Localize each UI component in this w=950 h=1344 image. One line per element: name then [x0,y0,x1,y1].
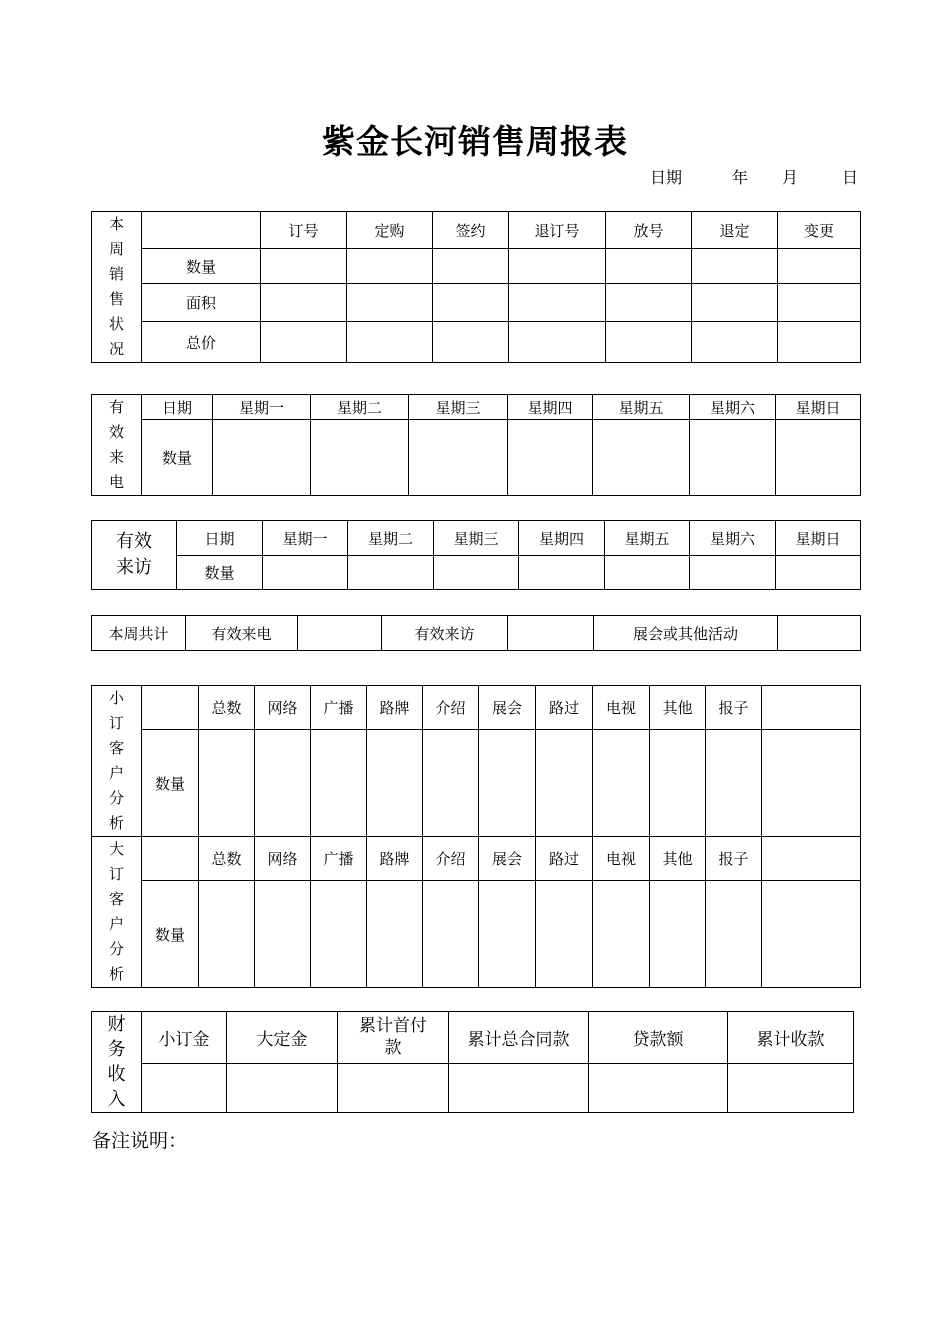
input-cell[interactable] [199,881,255,988]
customer-analysis-table [91,685,861,988]
input-cell[interactable] [650,730,706,837]
sales-row-label: 数量 [142,249,261,284]
weekday-header: 星期五 [593,395,690,420]
weekday-header: 星期四 [519,521,605,556]
input-cell[interactable] [433,249,509,284]
blank-cell [762,837,861,881]
input-cell[interactable] [338,1063,449,1113]
small-order-side-label: 小 订 客 户 分 析 [92,686,142,837]
calls-side-label: 有 效 来 电 [92,395,142,496]
weekday-header: 星期二 [348,521,434,556]
channel-header: 广播 [311,837,367,881]
blank-cell [762,686,861,730]
day-label: 日 [842,168,859,187]
input-cell[interactable] [227,1063,338,1113]
channel-header: 其他 [650,686,706,730]
small-qty-label: 数量 [142,730,199,837]
weekday-header: 星期六 [690,521,776,556]
input-cell[interactable] [706,881,762,988]
visits-date-label: 日期 [177,521,263,556]
totals-events-label: 展会或其他活动 [594,616,778,651]
calls-qty-label: 数量 [142,420,213,496]
weekday-header: 星期三 [409,395,508,420]
input-cell[interactable] [778,322,861,363]
totals-visits-label: 有效来访 [382,616,508,651]
finance-header: 累计总合同款 [449,1012,589,1064]
input-cell[interactable] [509,284,606,322]
sales-status-table [91,211,861,363]
channel-header: 介绍 [423,837,479,881]
valid-visits-table [91,520,861,590]
channel-header: 介绍 [423,686,479,730]
input-cell[interactable] [778,284,861,322]
input-cell[interactable] [778,249,861,284]
input-cell[interactable] [255,730,311,837]
input-cell[interactable] [593,420,690,496]
blank-cell [142,837,199,881]
input-cell[interactable] [298,616,382,651]
input-cell[interactable] [605,556,690,590]
input-cell[interactable] [348,556,434,590]
month-label: 月 [782,168,799,187]
blank-cell [142,212,261,249]
notes-label: 备注说明： [92,1130,188,1152]
input-cell[interactable] [536,730,593,837]
input-cell[interactable] [255,881,311,988]
channel-header: 广播 [311,686,367,730]
input-cell[interactable] [776,420,861,496]
input-cell[interactable] [606,249,692,284]
channel-header: 网络 [255,837,311,881]
weekday-header: 星期一 [213,395,311,420]
input-cell[interactable] [434,556,519,590]
input-cell[interactable] [536,881,593,988]
channel-header: 报子 [706,686,762,730]
input-cell[interactable] [311,730,367,837]
year-label: 年 [732,168,749,187]
channel-header: 总数 [199,686,255,730]
input-cell[interactable] [261,249,347,284]
weekday-header: 星期一 [263,521,348,556]
sales-header: 退订号 [509,212,606,249]
input-cell[interactable] [367,730,423,837]
input-cell[interactable] [261,322,347,363]
input-cell[interactable] [508,616,594,651]
input-cell[interactable] [776,556,861,590]
sales-row-label: 总价 [142,322,261,363]
channel-header: 展会 [479,686,536,730]
input-cell[interactable] [508,420,593,496]
sales-header: 订号 [261,212,347,249]
large-qty-label: 数量 [142,881,199,988]
sales-header: 放号 [606,212,692,249]
input-cell[interactable] [519,556,605,590]
finance-header: 大定金 [227,1012,338,1064]
date-label: 日期 [650,168,683,187]
input-cell[interactable] [409,420,508,496]
channel-header: 其他 [650,837,706,881]
input-cell[interactable] [706,730,762,837]
totals-label: 本周共计 [92,616,186,651]
weekday-header: 星期六 [690,395,776,420]
input-cell[interactable] [199,730,255,837]
sales-header: 定购 [347,212,433,249]
input-cell[interactable] [650,881,706,988]
sales-side-label: 本 周 销 售 状 况 [92,212,142,363]
input-cell[interactable] [778,616,861,651]
channel-header: 路牌 [367,837,423,881]
input-cell[interactable] [311,881,367,988]
input-cell[interactable] [728,1063,854,1113]
visits-qty-label: 数量 [177,556,263,590]
sales-header: 变更 [778,212,861,249]
finance-header: 贷款额 [589,1012,728,1064]
visits-side-label: 有效 来访 [92,521,177,590]
channel-header: 报子 [706,837,762,881]
page-title: 紫金长河销售周报表 [322,122,628,161]
weekday-header: 星期五 [605,521,690,556]
input-cell[interactable] [311,420,409,496]
finance-header: 小订金 [142,1012,227,1064]
sales-header: 签约 [433,212,509,249]
weekday-header: 星期日 [776,395,861,420]
input-cell[interactable] [589,1063,728,1113]
input-cell[interactable] [762,730,861,837]
input-cell[interactable] [509,322,606,363]
finance-table [91,1011,854,1113]
input-cell[interactable] [762,881,861,988]
channel-header: 电视 [593,837,650,881]
channel-header: 总数 [199,837,255,881]
input-cell[interactable] [347,284,433,322]
input-cell[interactable] [509,249,606,284]
weekday-header: 星期二 [311,395,409,420]
input-cell[interactable] [692,249,778,284]
input-cell[interactable] [690,420,776,496]
input-cell[interactable] [449,1063,589,1113]
input-cell[interactable] [142,1063,227,1113]
input-cell[interactable] [433,284,509,322]
input-cell[interactable] [593,881,650,988]
weekday-header: 星期日 [776,521,861,556]
input-cell[interactable] [433,322,509,363]
input-cell[interactable] [423,730,479,837]
sales-row-label: 面积 [142,284,261,322]
finance-header: 累计收款 [728,1012,854,1064]
calls-date-label: 日期 [142,395,213,420]
input-cell[interactable] [347,249,433,284]
input-cell[interactable] [261,284,347,322]
channel-header: 路过 [536,686,593,730]
input-cell[interactable] [692,322,778,363]
input-cell[interactable] [347,322,433,363]
input-cell[interactable] [263,556,348,590]
weekly-totals-table [91,615,861,651]
date-line [650,165,858,188]
weekday-header: 星期四 [508,395,593,420]
totals-calls-label: 有效来电 [186,616,298,651]
input-cell[interactable] [479,730,536,837]
input-cell[interactable] [423,881,479,988]
finance-side-label: 财 务 收 入 [92,1012,142,1113]
large-order-side-label: 大 订 客 户 分 析 [92,837,142,988]
valid-calls-table [91,394,861,496]
input-cell[interactable] [367,881,423,988]
channel-header: 路过 [536,837,593,881]
channel-header: 展会 [479,837,536,881]
input-cell[interactable] [213,420,311,496]
sales-header: 退定 [692,212,778,249]
input-cell[interactable] [593,730,650,837]
channel-header: 网络 [255,686,311,730]
input-cell[interactable] [479,881,536,988]
input-cell[interactable] [606,284,692,322]
finance-header: 累计首付款 [338,1012,449,1064]
channel-header: 电视 [593,686,650,730]
input-cell[interactable] [690,556,776,590]
input-cell[interactable] [692,284,778,322]
input-cell[interactable] [606,322,692,363]
channel-header: 路牌 [367,686,423,730]
weekday-header: 星期三 [434,521,519,556]
blank-cell [142,686,199,730]
